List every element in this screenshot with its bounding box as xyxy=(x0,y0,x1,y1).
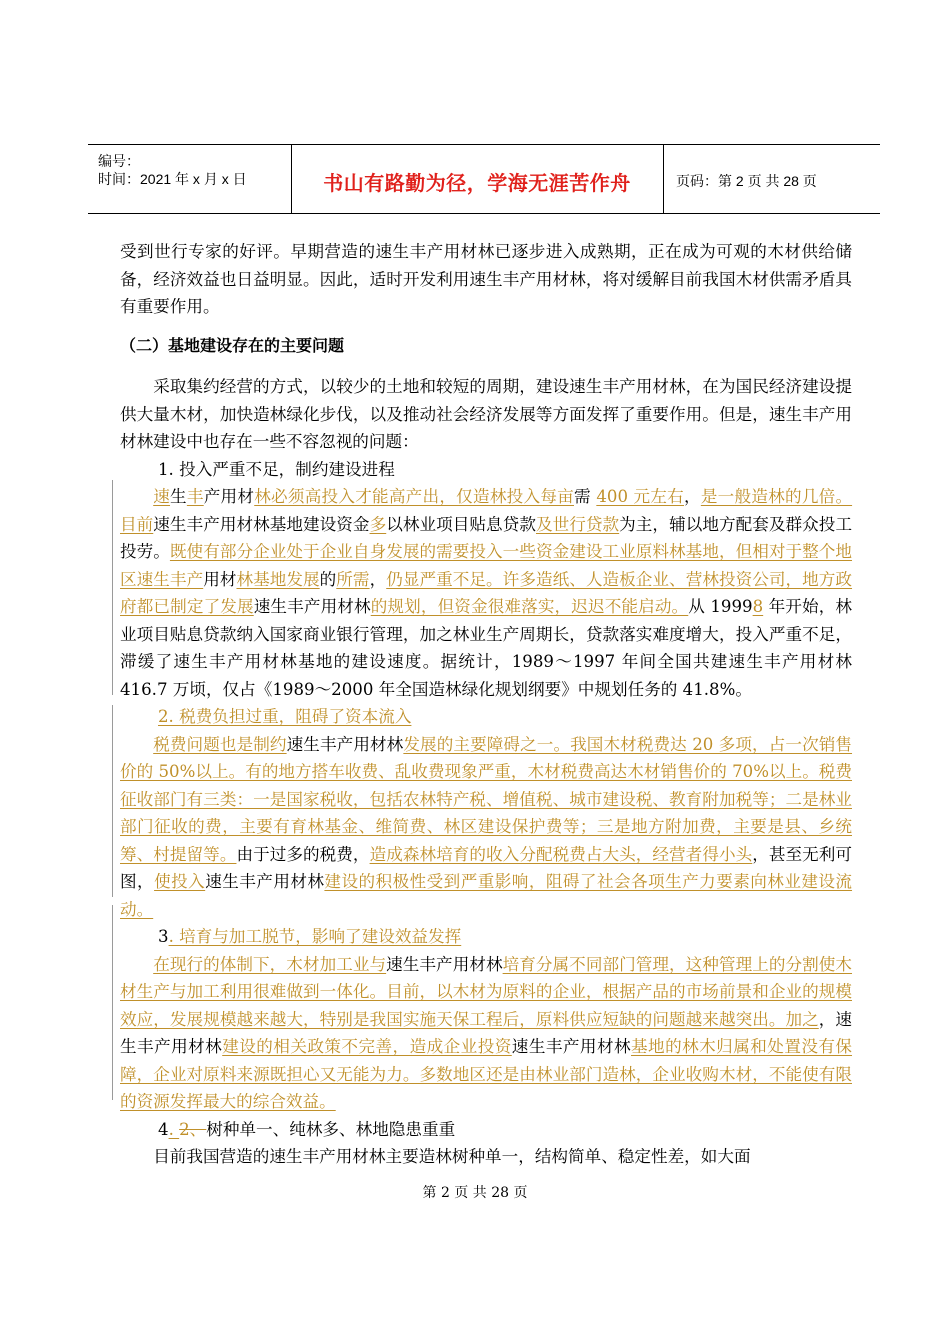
revised-text: 税费问题也是制约 xyxy=(153,734,287,754)
plain-text: 速生丰产用材林基地建设资金 xyxy=(153,514,370,534)
revision-bar xyxy=(112,905,113,1100)
header-motto-cell xyxy=(291,145,664,213)
paragraph-overview: 采取集约经营的方式，以较少的土地和较短的周期，建设速生丰产用材林，在为国民经济建设提供大量木材，加快造林绿化步伐，以及推动社会经济发展等方面发挥了重要作用。但是，速生丰产用材林建设中也存在一些不容忽视的问题： xyxy=(120,377,852,451)
revised-text: 发展的主要障碍之一。我国木材税费达 20 多项，占一次销售价的 50%以上。有的地方搭车收费、乱收费现象严重，木材税费高达木材销售价的 70%以上。税费征收部门有三类：一是国家税收，包括农林特产税、增值税、城市建设税、教育附加税等；二是林业部门征收的费，主要有育林基金、维简费、林区建设保护费等；三是地方附加费，主要是县、乡统筹、村提留等。 xyxy=(120,734,853,864)
plain-text: 从 1999 xyxy=(688,597,753,616)
header-meta-cell xyxy=(88,145,292,213)
document-body xyxy=(120,238,852,1171)
plain-text: 速生丰产用材林 xyxy=(511,1037,632,1056)
plain-text: 年开始，林业项目贴息贷款纳入国家商业银行管理，加之林业生产周期长，贷款落实难度增大，投入严重不足，滞缓了速生丰产用材林基地的建设速度。据统计，1989～1997 年间全国共建速生丰产用材林 416.7 万顷，仅占《1989～2000 年全国造林绿化规划纲要》中规划任务的 41.8%。 xyxy=(120,597,853,699)
plain-text: 速生丰产用材林 xyxy=(205,872,325,891)
plain-text: 速生丰产用材林 xyxy=(386,954,503,974)
revised-text: 造成森林培育的收入分配税费占大头，经营者得小头 xyxy=(369,844,753,864)
revised-text: 既使有部分企业处于企业自身发展的需要投入一些资金建设工业原料林基地，但相对于整个地区速生丰产 xyxy=(120,542,853,589)
plain-text: ，甚至无利可图， xyxy=(120,844,853,891)
item4-title-text: 树种单一、纯林多、林地隐患重重 xyxy=(206,1119,456,1139)
plain-text: 产用材 xyxy=(203,487,255,506)
item4-mark: . xyxy=(168,1119,180,1139)
motto: 书山有路勤为径，学海无涯苦作舟 xyxy=(323,171,631,195)
revised-text: 所需 xyxy=(336,569,370,589)
plain-text: ，速生丰产用材林 xyxy=(120,1009,853,1056)
plain-text: 需 xyxy=(573,487,597,506)
item3-number: 3 xyxy=(158,927,169,946)
revised-text: 400 元左右 xyxy=(596,487,684,506)
item1-title: 1. 投入严重不足，制约建设进程 xyxy=(158,459,395,479)
page-info: 页码：第 2 页 共 28 页 xyxy=(676,173,817,189)
plain-text: 为主，辅以地方配套及群众投工投劳。 xyxy=(120,514,853,561)
plain-text: 速生丰产用材林 xyxy=(286,734,404,754)
revised-text: 林基地发展 xyxy=(236,569,320,589)
revised-text: 建设的相关政策不完善，造成企业投资 xyxy=(222,1037,512,1056)
item3-title-text: . 培育与加工脱节，影响了建设效益发挥 xyxy=(168,927,462,946)
item2-title xyxy=(120,703,852,731)
item4-deleted-text: 2、 xyxy=(179,1119,207,1139)
revised-text: 丰 xyxy=(186,487,204,506)
revision-bar xyxy=(112,480,113,695)
plain-text: 由于过多的税费， xyxy=(236,844,370,864)
revised-text: 多 xyxy=(369,514,387,534)
revised-text: 速 xyxy=(153,487,171,506)
plain-text: 生 xyxy=(170,487,187,506)
revised-text: 仍显严重不足。许多造纸、人造板企业、营林投资公司，地方政府都已制定了发展 xyxy=(120,569,853,616)
revised-text: 8 xyxy=(752,597,764,616)
revised-text: 是一般造林的几倍。目前 xyxy=(120,487,853,534)
plain-text: 速生丰产用材林 xyxy=(253,597,371,616)
item2-paragraph xyxy=(120,731,852,924)
paragraph-intro: 受到世行专家的好评。早期营造的速生丰产用材林已逐步进入成熟期，正在成为可观的木材供给储备，经济效益也日益明显。因此，适时开发利用速生丰产用材林，将对缓解目前我国木材供需矛盾具有重要作用。 xyxy=(120,242,852,316)
page-header xyxy=(88,144,880,214)
revised-text: 在现行的体制下，木材加工业与 xyxy=(153,954,387,974)
paragraph-last: 目前我国营造的速生丰产用材林主要造林树种单一，结构简单、稳定性差，如大面 xyxy=(153,1147,751,1166)
item2-title-text: 2. 税费负担过重，阻碍了资本流入 xyxy=(158,707,412,726)
time-label: 时间：2021 年 x 月 x 日 xyxy=(98,171,247,187)
plain-text: ， xyxy=(369,569,387,589)
item1-paragraph xyxy=(120,483,852,703)
item4-number: 4 xyxy=(158,1119,169,1139)
section-heading: （二）基地建设存在的主要问题 xyxy=(120,335,345,355)
revised-text: 的规划，但资金很难落实，迟迟不能启动。 xyxy=(370,597,689,616)
plain-text: ， xyxy=(684,487,701,506)
plain-text: 用材 xyxy=(203,569,237,589)
revised-text: 使投入 xyxy=(154,872,206,891)
revised-text: 建设的积极性受到严重影响，阻碍了社会各项生产力要素向林业建设流动。 xyxy=(120,872,853,919)
item4-title xyxy=(120,1116,852,1144)
revised-text: 培育分属不同部门管理，这种管理上的分割使木材生产与加工利用很难做到一体化。目前，以木材为原料的企业，根据产品的市场前景和企业的规模效应，发展规模越来越大，特别是我国实施天保工程后，原料供应短缺的问题越来越突出。加之 xyxy=(120,954,853,1029)
page-footer: 第 2 页 共 28 页 xyxy=(422,1185,528,1201)
item3-title xyxy=(120,923,852,951)
revised-text: 及世行贷款 xyxy=(535,514,620,534)
header-page-cell xyxy=(664,145,880,213)
revised-text: 林必须高投入才能高产出，仅造林投入每亩 xyxy=(254,487,574,506)
revision-bar xyxy=(112,705,113,897)
plain-text: 以林业项目贴息贷款 xyxy=(386,514,536,534)
item3-paragraph xyxy=(120,951,852,1116)
revised-text: 基地的林木归属和处置没有保障，企业对原料来源既担心又无能为力。多数地区还是由林业部门造林，企业收购木材，不能使有限的资源发挥最大的综合效益。 xyxy=(120,1037,853,1111)
plain-text: 的 xyxy=(319,569,337,589)
code-label: 编号： xyxy=(98,153,140,169)
